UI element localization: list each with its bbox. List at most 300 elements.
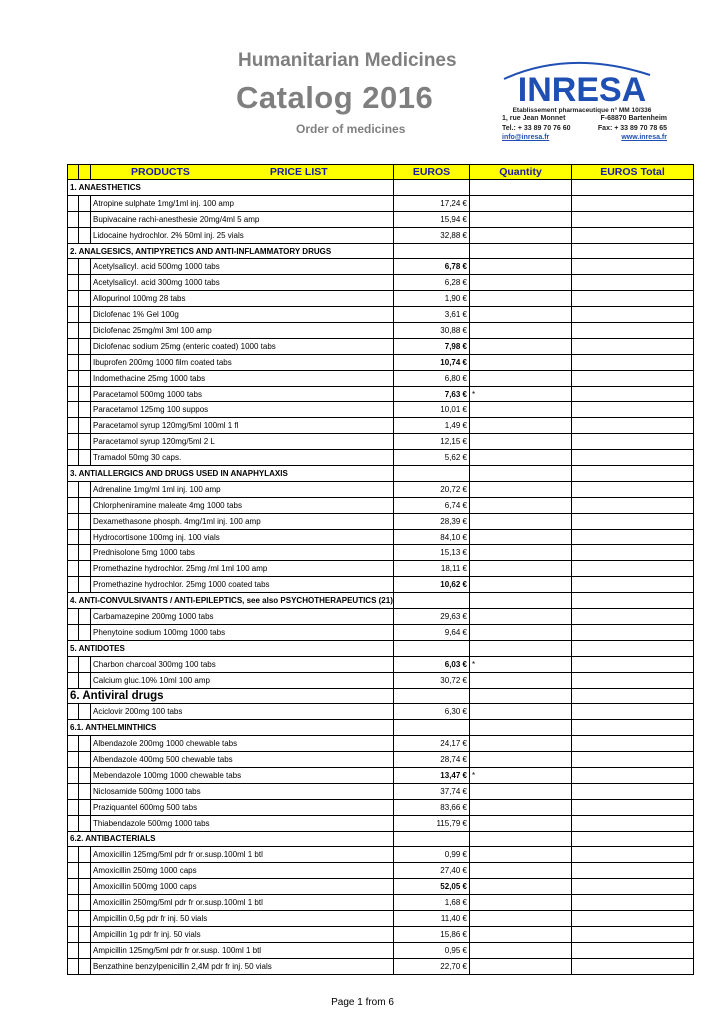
total-cell bbox=[572, 958, 694, 974]
product-row bbox=[68, 895, 694, 911]
header-spacer bbox=[79, 165, 91, 180]
blank-cell bbox=[79, 513, 91, 529]
product-price: 37,74 € bbox=[394, 783, 470, 799]
euros-cell bbox=[394, 688, 470, 704]
blank-cell bbox=[79, 227, 91, 243]
total-cell bbox=[572, 895, 694, 911]
table-header-row bbox=[68, 165, 694, 180]
total-cell bbox=[572, 720, 694, 736]
quantity-cell[interactable] bbox=[470, 481, 572, 497]
blank-cell bbox=[79, 291, 91, 307]
product-row bbox=[68, 370, 694, 386]
product-name: Amoxicillin 250mg 1000 caps bbox=[91, 863, 394, 879]
quantity-cell[interactable] bbox=[470, 513, 572, 529]
product-row bbox=[68, 704, 694, 720]
blank-cell bbox=[68, 434, 79, 450]
product-name: Diclofenac 1% Gel 100g bbox=[91, 307, 394, 323]
header-euros-total: EUROS Total bbox=[572, 165, 694, 180]
product-row bbox=[68, 926, 694, 942]
product-row bbox=[68, 561, 694, 577]
total-cell bbox=[572, 338, 694, 354]
quantity-cell[interactable] bbox=[470, 609, 572, 625]
section-row bbox=[68, 180, 694, 196]
product-row bbox=[68, 386, 694, 402]
blank-cell bbox=[68, 227, 79, 243]
product-price: 6,28 € bbox=[394, 275, 470, 291]
blank-cell bbox=[79, 323, 91, 339]
quantity-cell[interactable] bbox=[470, 227, 572, 243]
quantity-cell[interactable] bbox=[470, 195, 572, 211]
quantity-cell[interactable] bbox=[470, 831, 572, 847]
product-name: Ampicillin 0,5g pdr fr inj. 50 vials bbox=[91, 910, 394, 926]
euros-cell bbox=[394, 640, 470, 656]
quantity-cell[interactable] bbox=[470, 847, 572, 863]
product-price: 0,99 € bbox=[394, 847, 470, 863]
blank-cell bbox=[79, 307, 91, 323]
product-row bbox=[68, 863, 694, 879]
product-row bbox=[68, 418, 694, 434]
header-quantity: Quantity bbox=[470, 165, 572, 180]
website-link[interactable]: www.inresa.fr bbox=[621, 134, 667, 141]
quantity-cell[interactable] bbox=[470, 783, 572, 799]
product-price: 84,10 € bbox=[394, 529, 470, 545]
quantity-cell[interactable] bbox=[470, 354, 572, 370]
total-cell bbox=[572, 815, 694, 831]
quantity-cell[interactable] bbox=[470, 942, 572, 958]
blank-cell bbox=[79, 275, 91, 291]
product-name: Niclosamide 500mg 1000 tabs bbox=[91, 783, 394, 799]
blank-cell bbox=[68, 672, 79, 688]
blank-cell bbox=[68, 338, 79, 354]
product-name: Paracetamol syrup 120mg/5ml 100ml 1 fl bbox=[91, 418, 394, 434]
total-cell bbox=[572, 211, 694, 227]
euros-cell bbox=[394, 593, 470, 609]
total-cell bbox=[572, 799, 694, 815]
product-row bbox=[68, 497, 694, 513]
product-name: Acetylsalicyl. acid 500mg 1000 tabs bbox=[91, 259, 394, 275]
section-row bbox=[68, 640, 694, 656]
total-cell bbox=[572, 752, 694, 768]
blank-cell bbox=[79, 799, 91, 815]
blank-cell bbox=[68, 370, 79, 386]
product-name: Praziquantel 600mg 500 tabs bbox=[91, 799, 394, 815]
product-row bbox=[68, 672, 694, 688]
product-price: 13,47 € bbox=[394, 767, 470, 783]
product-price: 27,40 € bbox=[394, 863, 470, 879]
product-price: 11,40 € bbox=[394, 910, 470, 926]
product-row bbox=[68, 338, 694, 354]
blank-cell bbox=[68, 863, 79, 879]
product-row bbox=[68, 847, 694, 863]
euros-cell bbox=[394, 831, 470, 847]
blank-cell bbox=[79, 910, 91, 926]
blank-cell bbox=[79, 767, 91, 783]
quantity-cell[interactable] bbox=[470, 688, 572, 704]
product-row bbox=[68, 609, 694, 625]
total-cell bbox=[572, 370, 694, 386]
quantity-cell[interactable]: * bbox=[470, 386, 572, 402]
blank-cell bbox=[68, 323, 79, 339]
blank-cell bbox=[79, 402, 91, 418]
blank-cell bbox=[68, 386, 79, 402]
product-price: 32,88 € bbox=[394, 227, 470, 243]
total-cell bbox=[572, 434, 694, 450]
quantity-cell[interactable] bbox=[470, 926, 572, 942]
blank-cell bbox=[68, 418, 79, 434]
quantity-cell[interactable] bbox=[470, 323, 572, 339]
section-label: 6.1. ANTHELMINTHICS bbox=[68, 720, 394, 736]
product-row bbox=[68, 275, 694, 291]
total-cell bbox=[572, 275, 694, 291]
product-price: 1,49 € bbox=[394, 418, 470, 434]
page-footer: Page 1 from 6 bbox=[331, 997, 394, 1008]
total-cell bbox=[572, 259, 694, 275]
phone-number: Tel.: + 33 89 70 76 60 bbox=[502, 124, 571, 132]
total-cell bbox=[572, 577, 694, 593]
section-row bbox=[68, 243, 694, 259]
blank-cell bbox=[68, 275, 79, 291]
blank-cell bbox=[79, 577, 91, 593]
quantity-cell[interactable] bbox=[470, 211, 572, 227]
subtitle: Order of medicines bbox=[296, 122, 406, 136]
blank-cell bbox=[79, 736, 91, 752]
product-price: 17,24 € bbox=[394, 195, 470, 211]
section-label: 6. Antiviral drugs bbox=[68, 688, 394, 704]
header-products: PRODUCTS PRICE LIST bbox=[91, 165, 394, 180]
quantity-cell[interactable] bbox=[470, 275, 572, 291]
quantity-cell[interactable] bbox=[470, 243, 572, 259]
product-row bbox=[68, 624, 694, 640]
blank-cell bbox=[79, 656, 91, 672]
quantity-cell[interactable] bbox=[470, 863, 572, 879]
product-name: Amoxicillin 250mg/5ml pdr fr or.susp.100ml 1 btl bbox=[91, 895, 394, 911]
quantity-cell[interactable] bbox=[470, 640, 572, 656]
product-row bbox=[68, 815, 694, 831]
product-price: 12,15 € bbox=[394, 434, 470, 450]
total-cell bbox=[572, 195, 694, 211]
product-row bbox=[68, 259, 694, 275]
total-cell bbox=[572, 180, 694, 196]
section-row bbox=[68, 831, 694, 847]
blank-cell bbox=[79, 450, 91, 466]
header-spacer bbox=[68, 165, 79, 180]
product-name: Diclofenac 25mg/ml 3ml 100 amp bbox=[91, 323, 394, 339]
quantity-cell[interactable] bbox=[470, 370, 572, 386]
total-cell bbox=[572, 624, 694, 640]
total-cell bbox=[572, 402, 694, 418]
product-price: 30,88 € bbox=[394, 323, 470, 339]
blank-cell bbox=[79, 704, 91, 720]
blank-cell bbox=[79, 211, 91, 227]
euros-cell bbox=[394, 720, 470, 736]
product-row bbox=[68, 434, 694, 450]
total-cell bbox=[572, 497, 694, 513]
product-price: 6,78 € bbox=[394, 259, 470, 275]
quantity-cell[interactable] bbox=[470, 561, 572, 577]
total-cell bbox=[572, 736, 694, 752]
product-name: Promethazine hydrochlor. 25mg 1000 coated tabs bbox=[91, 577, 394, 593]
total-cell bbox=[572, 513, 694, 529]
total-cell bbox=[572, 418, 694, 434]
total-cell bbox=[572, 688, 694, 704]
total-cell bbox=[572, 529, 694, 545]
blank-cell bbox=[79, 895, 91, 911]
product-row bbox=[68, 545, 694, 561]
blank-cell bbox=[68, 624, 79, 640]
blank-cell bbox=[79, 847, 91, 863]
total-cell bbox=[572, 545, 694, 561]
product-price: 6,03 € bbox=[394, 656, 470, 672]
logo-tagline: Etablissement pharmaceutique n° MM 10/336 bbox=[512, 107, 652, 114]
product-price: 6,74 € bbox=[394, 497, 470, 513]
product-price: 15,86 € bbox=[394, 926, 470, 942]
quantity-cell[interactable]: * bbox=[470, 656, 572, 672]
section-label: 2. ANALGESICS, ANTIPYRETICS AND ANTI-INFLAMMATORY DRUGS bbox=[68, 243, 394, 259]
product-name: Bupivacaine rachi-anesthesie 20mg/4ml 5 amp bbox=[91, 211, 394, 227]
quantity-cell[interactable] bbox=[470, 450, 572, 466]
product-price: 10,01 € bbox=[394, 402, 470, 418]
product-row bbox=[68, 656, 694, 672]
quantity-cell[interactable] bbox=[470, 180, 572, 196]
product-name: Acetylsalicyl. acid 300mg 1000 tabs bbox=[91, 275, 394, 291]
quantity-cell[interactable] bbox=[470, 704, 572, 720]
product-price: 115,79 € bbox=[394, 815, 470, 831]
total-cell bbox=[572, 672, 694, 688]
total-cell bbox=[572, 354, 694, 370]
product-price: 9,64 € bbox=[394, 624, 470, 640]
product-row bbox=[68, 799, 694, 815]
blank-cell bbox=[68, 767, 79, 783]
product-row bbox=[68, 481, 694, 497]
blank-cell bbox=[79, 195, 91, 211]
address-street: 1, rue Jean Monnet bbox=[502, 115, 566, 122]
product-name: Aciclovir 200mg 100 tabs bbox=[91, 704, 394, 720]
blank-cell bbox=[79, 338, 91, 354]
product-row bbox=[68, 783, 694, 799]
section-label: 3. ANTIALLERGICS AND DRUGS USED IN ANAPHYLAXIS bbox=[68, 466, 394, 482]
product-price: 22,70 € bbox=[394, 958, 470, 974]
quantity-cell[interactable] bbox=[470, 529, 572, 545]
product-name: Albendazole 200mg 1000 chewable tabs bbox=[91, 736, 394, 752]
total-cell bbox=[572, 609, 694, 625]
quantity-cell[interactable] bbox=[470, 577, 572, 593]
blank-cell bbox=[79, 624, 91, 640]
quantity-cell[interactable] bbox=[470, 879, 572, 895]
quantity-cell[interactable] bbox=[470, 815, 572, 831]
blank-cell bbox=[79, 545, 91, 561]
quantity-cell[interactable] bbox=[470, 720, 572, 736]
product-price: 15,13 € bbox=[394, 545, 470, 561]
quantity-cell[interactable] bbox=[470, 593, 572, 609]
product-name: Adrenaline 1mg/ml 1ml inj. 100 amp bbox=[91, 481, 394, 497]
total-cell bbox=[572, 466, 694, 482]
product-price: 10,74 € bbox=[394, 354, 470, 370]
product-price: 24,17 € bbox=[394, 736, 470, 752]
blank-cell bbox=[68, 799, 79, 815]
quantity-cell[interactable] bbox=[470, 466, 572, 482]
total-cell bbox=[572, 926, 694, 942]
product-row bbox=[68, 879, 694, 895]
blank-cell bbox=[68, 895, 79, 911]
product-price: 29,63 € bbox=[394, 609, 470, 625]
product-name: Indomethacine 25mg 1000 tabs bbox=[91, 370, 394, 386]
blank-cell bbox=[68, 736, 79, 752]
total-cell bbox=[572, 386, 694, 402]
product-name: Prednisolone 5mg 1000 tabs bbox=[91, 545, 394, 561]
product-name: Lidocaine hydrochlor. 2% 50ml inj. 25 vials bbox=[91, 227, 394, 243]
product-row bbox=[68, 577, 694, 593]
quantity-cell[interactable] bbox=[470, 307, 572, 323]
product-row bbox=[68, 227, 694, 243]
email-link[interactable]: info@inresa.fr bbox=[502, 134, 550, 141]
total-cell bbox=[572, 323, 694, 339]
blank-cell bbox=[68, 195, 79, 211]
total-cell bbox=[572, 227, 694, 243]
product-row bbox=[68, 942, 694, 958]
blank-cell bbox=[68, 910, 79, 926]
product-row bbox=[68, 752, 694, 768]
product-price: 0,95 € bbox=[394, 942, 470, 958]
catalog-table bbox=[67, 164, 694, 975]
euros-cell bbox=[394, 243, 470, 259]
product-row bbox=[68, 529, 694, 545]
blank-cell bbox=[79, 752, 91, 768]
product-name: Carbamazepine 200mg 1000 tabs bbox=[91, 609, 394, 625]
product-name: Thiabendazole 500mg 1000 tabs bbox=[91, 815, 394, 831]
blank-cell bbox=[68, 704, 79, 720]
quantity-cell[interactable] bbox=[470, 497, 572, 513]
blank-cell bbox=[68, 259, 79, 275]
product-name: Dexamethasone phosph. 4mg/1ml inj. 100 amp bbox=[91, 513, 394, 529]
product-name: Tramadol 50mg 30 caps. bbox=[91, 450, 394, 466]
total-cell bbox=[572, 831, 694, 847]
product-row bbox=[68, 354, 694, 370]
product-name: Phenytoine sodium 100mg 1000 tabs bbox=[91, 624, 394, 640]
quantity-cell[interactable] bbox=[470, 291, 572, 307]
blank-cell bbox=[68, 926, 79, 942]
product-name: Amoxicillin 125mg/5ml pdr fr or.susp.100ml 1 btl bbox=[91, 847, 394, 863]
company-address bbox=[502, 114, 667, 143]
product-name: Ampicillin 1g pdr fr inj. 50 vials bbox=[91, 926, 394, 942]
blank-cell bbox=[79, 783, 91, 799]
total-cell bbox=[572, 879, 694, 895]
total-cell bbox=[572, 910, 694, 926]
quantity-cell[interactable] bbox=[470, 402, 572, 418]
quantity-cell[interactable] bbox=[470, 434, 572, 450]
blank-cell bbox=[79, 942, 91, 958]
blank-cell bbox=[79, 370, 91, 386]
blank-cell bbox=[68, 879, 79, 895]
blank-cell bbox=[68, 354, 79, 370]
title-line2: Catalog 2016 bbox=[236, 80, 434, 115]
quantity-cell[interactable] bbox=[470, 672, 572, 688]
product-row bbox=[68, 307, 694, 323]
blank-cell bbox=[79, 481, 91, 497]
blank-cell bbox=[79, 672, 91, 688]
product-name: Paracetamol 125mg 100 suppos bbox=[91, 402, 394, 418]
product-price: 3,61 € bbox=[394, 307, 470, 323]
section-label: 5. ANTIDOTES bbox=[68, 640, 394, 656]
product-price: 5,62 € bbox=[394, 450, 470, 466]
header-euros: EUROS bbox=[394, 165, 470, 180]
product-price: 7,98 € bbox=[394, 338, 470, 354]
quantity-cell[interactable] bbox=[470, 958, 572, 974]
total-cell bbox=[572, 942, 694, 958]
product-row bbox=[68, 958, 694, 974]
quantity-cell[interactable] bbox=[470, 799, 572, 815]
blank-cell bbox=[79, 418, 91, 434]
fax-number: Fax: + 33 89 70 78 65 bbox=[597, 124, 667, 132]
product-price: 1,68 € bbox=[394, 895, 470, 911]
product-name: Charbon charcoal 300mg 100 tabs bbox=[91, 656, 394, 672]
product-name: Benzathine benzylpenicillin 2,4M pdr fr inj. 50 vials bbox=[91, 958, 394, 974]
section-label: 1. ANAESTHETICS bbox=[68, 180, 394, 196]
blank-cell bbox=[68, 815, 79, 831]
blank-cell bbox=[79, 815, 91, 831]
total-cell bbox=[572, 704, 694, 720]
product-price: 52,05 € bbox=[394, 879, 470, 895]
quantity-cell[interactable] bbox=[470, 259, 572, 275]
total-cell bbox=[572, 291, 694, 307]
product-name: Calcium gluc.10% 10ml 100 amp bbox=[91, 672, 394, 688]
total-cell bbox=[572, 243, 694, 259]
total-cell bbox=[572, 863, 694, 879]
product-price: 15,94 € bbox=[394, 211, 470, 227]
euros-cell bbox=[394, 180, 470, 196]
total-cell bbox=[572, 847, 694, 863]
product-price: 83,66 € bbox=[394, 799, 470, 815]
blank-cell bbox=[68, 545, 79, 561]
total-cell bbox=[572, 767, 694, 783]
product-name: Ampicillin 125mg/5ml pdr fr or.susp. 100ml 1 btl bbox=[91, 942, 394, 958]
quantity-cell[interactable]: * bbox=[470, 767, 572, 783]
product-name: Allopurinol 100mg 28 tabs bbox=[91, 291, 394, 307]
blank-cell bbox=[68, 577, 79, 593]
quantity-cell[interactable] bbox=[470, 418, 572, 434]
blank-cell bbox=[68, 656, 79, 672]
blank-cell bbox=[68, 497, 79, 513]
quantity-cell[interactable] bbox=[470, 338, 572, 354]
quantity-cell[interactable] bbox=[470, 910, 572, 926]
blank-cell bbox=[68, 291, 79, 307]
blank-cell bbox=[68, 402, 79, 418]
section-row bbox=[68, 593, 694, 609]
blank-cell bbox=[79, 529, 91, 545]
quantity-cell[interactable] bbox=[470, 624, 572, 640]
total-cell bbox=[572, 783, 694, 799]
quantity-cell[interactable] bbox=[470, 545, 572, 561]
product-price: 30,72 € bbox=[394, 672, 470, 688]
product-name: Paracetamol syrup 120mg/5ml 2 L bbox=[91, 434, 394, 450]
total-cell bbox=[572, 593, 694, 609]
product-price: 6,30 € bbox=[394, 704, 470, 720]
blank-cell bbox=[79, 386, 91, 402]
quantity-cell[interactable] bbox=[470, 736, 572, 752]
product-name: Chlorpheniramine maleate 4mg 1000 tabs bbox=[91, 497, 394, 513]
address-city: F-68870 Bartenheim bbox=[600, 115, 667, 122]
product-row bbox=[68, 211, 694, 227]
product-row bbox=[68, 291, 694, 307]
product-name: Mebendazole 100mg 1000 chewable tabs bbox=[91, 767, 394, 783]
product-name: Diclofenac sodium 25mg (enteric coated) 1000 tabs bbox=[91, 338, 394, 354]
quantity-cell[interactable] bbox=[470, 752, 572, 768]
product-row bbox=[68, 736, 694, 752]
quantity-cell[interactable] bbox=[470, 895, 572, 911]
blank-cell bbox=[79, 926, 91, 942]
blank-cell bbox=[79, 497, 91, 513]
total-cell bbox=[572, 481, 694, 497]
product-row bbox=[68, 195, 694, 211]
